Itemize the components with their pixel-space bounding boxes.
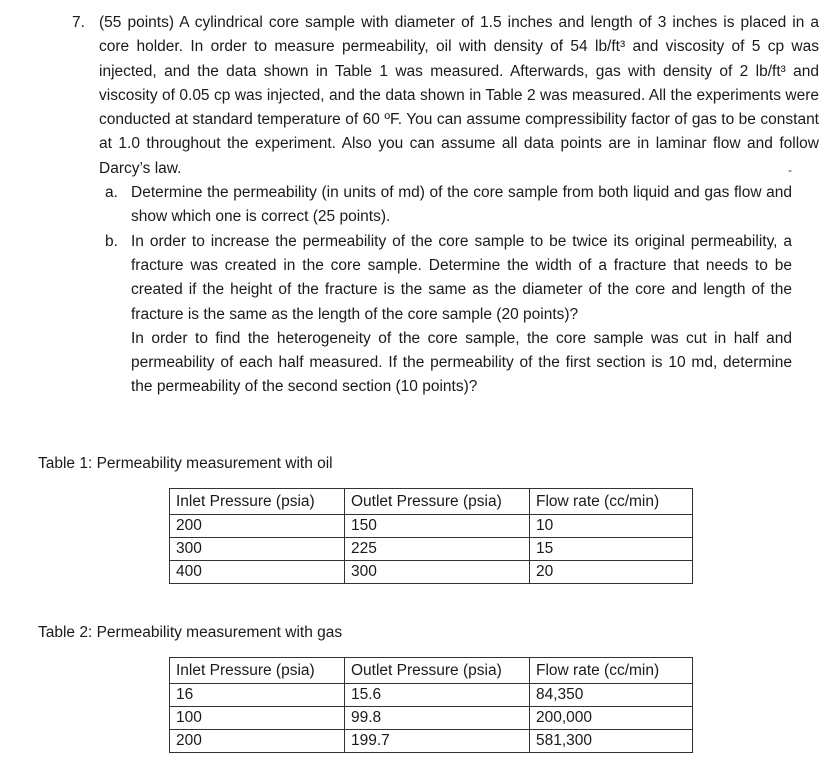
table2-header-inlet: Inlet Pressure (psia) <box>170 658 345 684</box>
part-a <box>105 181 792 230</box>
table1-caption: Table 1: Permeability measurement with oil <box>38 455 333 472</box>
table-row <box>170 684 693 707</box>
table-cell: 200,000 <box>530 707 693 730</box>
part-a-text: Determine the permeability (in units of md) of the core sample from both liquid and gas flow and show which one is correct (25 points). <box>131 184 792 226</box>
table-row <box>170 515 693 538</box>
table2-header-flow: Flow rate (cc/min) <box>530 658 693 684</box>
table-cell: 150 <box>345 515 530 538</box>
table2-caption: Table 2: Permeability measurement with gas <box>38 624 343 641</box>
problem-number: 7. <box>72 14 85 31</box>
table-cell: 84,350 <box>530 684 693 707</box>
table-cell: 99.8 <box>345 707 530 730</box>
table1-header-flow: Flow rate (cc/min) <box>530 489 693 515</box>
table1-header-row <box>170 489 693 515</box>
table1 <box>169 488 693 584</box>
table2 <box>169 657 693 753</box>
part-b-text: In order to increase the permeability of the core sample to be twice its original permeability, a fracture was created in the core sample. Determine the width of a fracture that needs to be created if the height of the fracture is the same as the diameter of the core and length of the fracture is the same as the length of the core sample (20 points)? <box>131 232 792 323</box>
table-cell: 10 <box>530 515 693 538</box>
table-row <box>170 561 693 584</box>
part-c-text: In order to find the heterogeneity of the core sample, the core sample was cut in half and permeability of each half measured. If the permeability of the first section is 10 md, determine the permeability of the second section (10 points)? <box>131 329 792 396</box>
part-b-label: b. <box>105 232 118 250</box>
table-cell: 199.7 <box>345 730 530 753</box>
table-cell: 200 <box>170 730 345 753</box>
table-cell: 300 <box>170 538 345 561</box>
stray-mark: - <box>788 163 792 177</box>
table2-header-row <box>170 658 693 684</box>
table-cell: 225 <box>345 538 530 561</box>
table-cell: 300 <box>345 561 530 584</box>
table-cell: 200 <box>170 515 345 538</box>
part-b <box>105 230 792 400</box>
table-cell: 15.6 <box>345 684 530 707</box>
table1-header-inlet: Inlet Pressure (psia) <box>170 489 345 515</box>
table-cell: 20 <box>530 561 693 584</box>
table1-header-outlet: Outlet Pressure (psia) <box>345 489 530 515</box>
problem-7 <box>72 11 824 400</box>
table-row <box>170 730 693 753</box>
part-a-label: a. <box>105 184 118 202</box>
table-row <box>170 707 693 730</box>
table-cell: 100 <box>170 707 345 730</box>
table-cell: 16 <box>170 684 345 707</box>
table-cell: 15 <box>530 538 693 561</box>
table-cell: 581,300 <box>530 730 693 753</box>
table2-header-outlet: Outlet Pressure (psia) <box>345 658 530 684</box>
table-row <box>170 538 693 561</box>
table-cell: 400 <box>170 561 345 584</box>
problem-statement: (55 points) A cylindrical core sample with diameter of 1.5 inches and length of 3 inches is placed in a core holder. In order to measure permeability, oil with density of 54 lb/ft³ and viscosity of 5 cp was injected, and the data shown in Table 1 was measured. Afterwards, gas with density of 2 lb/ft³ and viscosity of 0.05 cp was injected, and the data shown in Table 2 was measured. All the experiments were conducted at standard temperature of 60 ºF. You can assume compressibility factor of gas to be constant at 1.0 throughout the experiment. Also you can assume all data points are in laminar flow and follow Darcy’s law. <box>99 14 819 177</box>
